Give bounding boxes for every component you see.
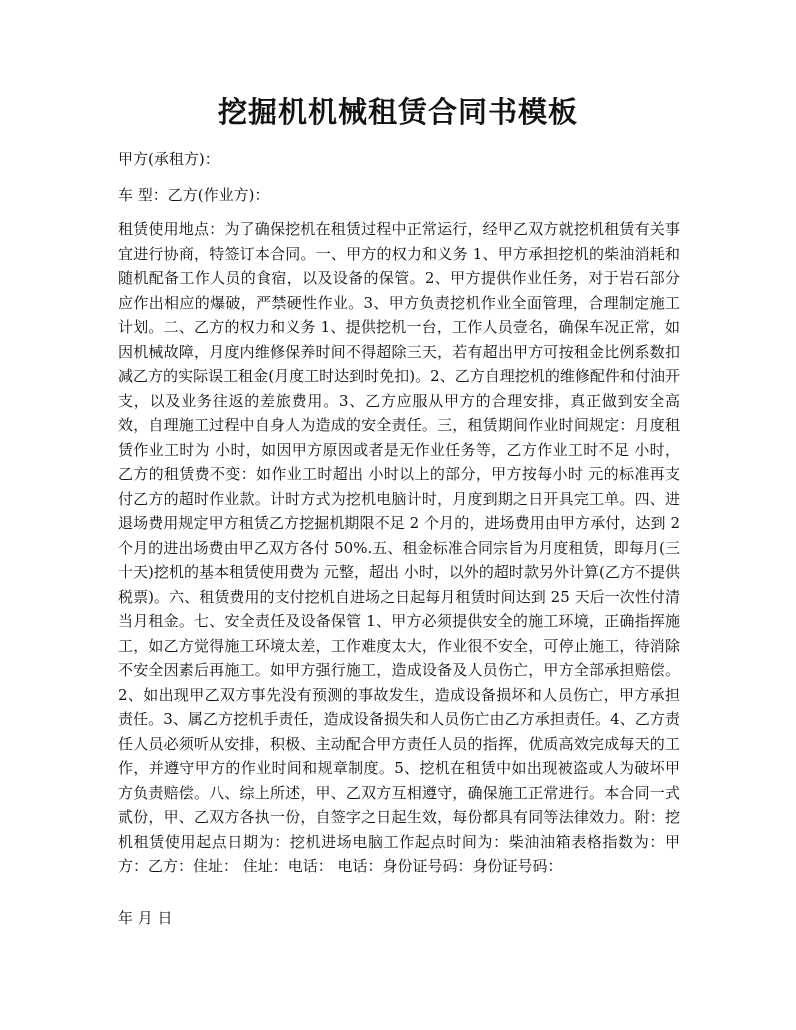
date-line: 年 月 日 xyxy=(118,909,173,927)
document-title: 挖掘机机械租赁合同书模板 xyxy=(217,95,578,129)
party-a-line: 甲方(承租方)： xyxy=(118,150,220,168)
vehicle-type-line: 车 型：乙方(作业方)： xyxy=(118,186,270,204)
contract-body-paragraph: 租赁使用地点：为了确保挖机在租赁过程中正常运行，经甲乙双方就挖机租赁有关事宜进行协商，特签订本合同。一、甲方的权力和义务 1、甲方承担挖机的柴油消耗和随机配备工作人员的食宿，以及设备的保管。2、甲方提供作业任务，对于岩石部分应作出相应的爆破，严禁硬性作业。3、甲方负责挖机作业全面管理，合理制定施工计划。二、乙方的权力和义务 1、提供挖机一台，工作人员壹名，确保车况正常，如因机械故障，月度内维修保养时间不得超除三天，若有超出甲方可按租金比例系数扣减乙方的实际误工租金(月度工时达到时免扣)。2、乙方自理挖机的维修配件和付油开支，以及业务往返的差旅费用。3、乙方应服从甲方的合理安排，真正做到安全高效，自理施工过程中自身人为造成的安全责任。三，租赁期间作业时间规定：月度租赁作业工时为 小时，如因甲方原因或者是无作业任务等，乙方作业工时不足 小时，乙方的租赁费不变：如作业工时超出 小时以上的部分，甲方按每小时 元的标准再支付乙方的超时作业款。计时方式为挖机电脑计时，月度到期之日开具完工单。四、进退场费用规定甲方租赁乙方挖掘机期限不足 2 个月的，进场费用由甲方承付，达到 2 个月的进出场费由甲乙双方各付 50%.五、租金标准合同宗旨为月度租赁，即每月(三十天)挖机的基本租赁使用费为 元整，超出 小时，以外的超时款另外计算(乙方不提供税票)。六、租赁费用的支付挖机自进场之日起每月租赁时间达到 25 天后一次性付清当月租金。七、安全责任及设备保管 1、甲方必须提供安全的施工环境，正确指挥施工，如乙方觉得施工环境太差，工作难度太大，作业很不安全，可停止施工，待消除不安全因素后再施工。如甲方强行施工，造成设备及人员伤亡，甲方全部承担赔偿。2、如出现甲乙双方事先没有预测的事故发生，造成设备损坏和人员伤亡，甲方承担责任。3、属乙方挖机手责任，造成设备损失和人员伤亡由乙方承担责任。4、乙方责任人员必须听从安排，积极、主动配合甲方责任人员的指挥，优质高效完成每天的工作，并遵守甲方的作业时间和规章制度。5、挖机在租赁中如出现被盗或人为破坏甲方负责赔偿。八、综上所述，甲、乙双方互相遵守，确保施工正常进行。本合同一式贰份，甲、乙双方各执一份，自签字之日起生效，每份都具有同等法律效力。附：挖机租赁使用起点日期为：挖机进场电脑工作起点时间为：柴油油箱表格指数为：甲方：乙方：住址： 住址：电话： 电话：身份证号码：身份证号码： xyxy=(118,220,680,875)
